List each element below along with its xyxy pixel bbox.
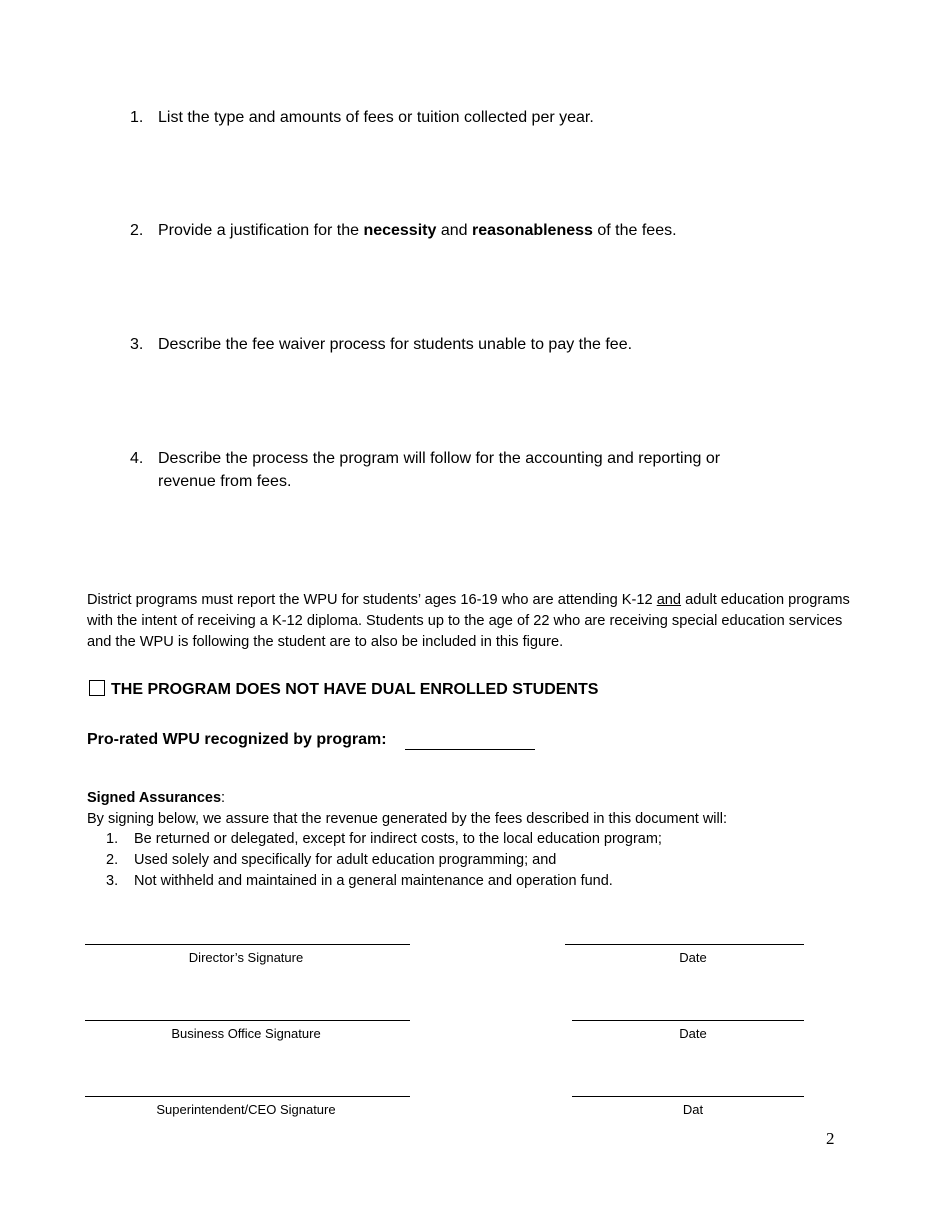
assurance-number: 2. bbox=[106, 852, 119, 868]
business-office-signature-line[interactable] bbox=[85, 1020, 410, 1021]
question-text: Describe the process the program will follow for the accounting and reporting or bbox=[158, 450, 721, 467]
assurance-text: Used solely and specifically for adult education programming; and bbox=[134, 852, 557, 868]
question-number: 2. bbox=[130, 222, 144, 239]
wpu-paragraph bbox=[87, 590, 857, 653]
question-text: List the type and amounts of fees or tuition collected per year. bbox=[158, 109, 594, 126]
superintendent-signature-label: Superintendent/CEO Signature bbox=[156, 1102, 336, 1117]
question-number: 3. bbox=[130, 336, 144, 353]
emphasis-necessity: necessity bbox=[363, 222, 437, 239]
prorated-wpu-label: Pro-rated WPU recognized by program: bbox=[87, 731, 387, 748]
question-text-part: and bbox=[436, 222, 472, 239]
director-signature-label: Director’s Signature bbox=[188, 950, 304, 965]
assurances-intro: By signing below, we assure that the revenue generated by the fees described in this document will: bbox=[87, 811, 727, 827]
assurance-number: 1. bbox=[106, 831, 119, 847]
emphasis-reasonableness: reasonableness bbox=[471, 222, 593, 239]
dual-enrolled-row bbox=[89, 680, 598, 699]
page-number: 2 bbox=[826, 1129, 835, 1148]
prorated-wpu-input[interactable] bbox=[405, 749, 535, 750]
question-text: Describe the fee waiver process for students unable to pay the fee. bbox=[158, 336, 633, 353]
paragraph-text: adult education programs with the intent of receiving a K-12 diploma. Students up to the age of 22 who are receiving special education services and the WPU is following the student are to also be included in this figure. bbox=[87, 592, 850, 650]
assurances-colon: : bbox=[221, 790, 226, 806]
superintendent-date-line[interactable] bbox=[572, 1096, 804, 1097]
dual-enrolled-label: THE PROGRAM DOES NOT HAVE DUAL ENROLLED STUDENTS bbox=[111, 681, 599, 698]
assurance-text: Be returned or delegated, except for indirect costs, to the local education program; bbox=[134, 831, 662, 847]
director-date-label: Date bbox=[679, 950, 707, 965]
dual-enrolled-checkbox[interactable] bbox=[89, 680, 105, 696]
assurance-text: Not withheld and maintained in a general maintenance and operation fund. bbox=[134, 873, 613, 889]
signed-assurances-heading bbox=[87, 790, 225, 806]
assurances-title: Signed Assurances bbox=[87, 790, 222, 806]
question-text-part: of the fees. bbox=[592, 222, 677, 239]
question-number: 1. bbox=[130, 109, 144, 126]
superintendent-signature-line[interactable] bbox=[85, 1096, 410, 1097]
question-number: 4. bbox=[130, 450, 144, 467]
superintendent-date-label: Dat bbox=[682, 1102, 704, 1117]
underlined-and: and bbox=[656, 592, 682, 608]
question-text bbox=[158, 219, 677, 242]
question-text-part: Provide a justification for the bbox=[158, 222, 364, 239]
business-office-signature-label: Business Office Signature bbox=[171, 1026, 321, 1041]
business-office-date-label: Date bbox=[679, 1026, 707, 1041]
assurance-number: 3. bbox=[106, 873, 119, 889]
paragraph-text: District programs must report the WPU for students’ ages 16-19 who are attending K-12 bbox=[87, 592, 657, 608]
director-date-line[interactable] bbox=[565, 944, 804, 945]
director-signature-line[interactable] bbox=[85, 944, 410, 945]
question-text-line2: revenue from fees. bbox=[158, 473, 292, 490]
business-office-date-line[interactable] bbox=[572, 1020, 804, 1021]
